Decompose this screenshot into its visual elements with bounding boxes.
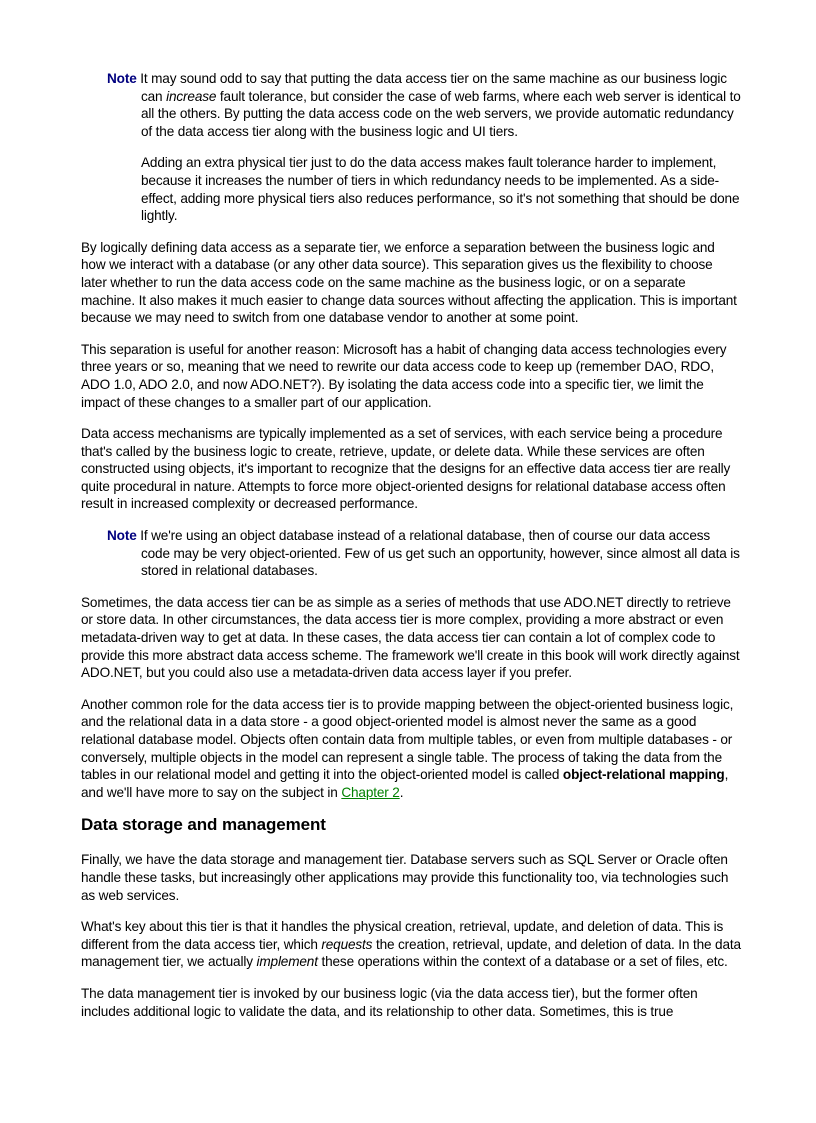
paragraph-key: What's key about this tier is that it handles the physical creation, retrieval, update, and deletion of data. This is different from the data access tier, which requests the creation, retrieval, update, and deletion of data. In the data management tier, we actually implement these operations within the context of a database or a set of files, etc. — [81, 919, 741, 970]
note-object-database — [107, 527, 741, 580]
paragraph-sometimes: Sometimes, the data access tier can be as simple as a series of methods that use ADO.NET directly to retrieve or store data. In other circumstances, the data access tier is more complex, providing a more abstract or even metadata-driven way to get at data. In these cases, the data access tier can contain a lot of complex code to provide this more abstract data access scheme. The framework we'll create in this book will work directly against ADO.NET, but you could also use a metadata-driven data access layer if you prefer. — [81, 594, 740, 681]
paragraph-object-relational-mapping: Another common role for the data access tier is to provide mapping between the object-oriented business logic, and the relational data in a data store - a good object-oriented model is almost never the same as a good relational database model. Objects often contain data from multiple tables, or even from multiple databases - or conversely, multiple objects in the model can represent a single table. The process of taking the data from the tables in our relational model and getting it into the object-oriented model is called object-relational mapping, and we'll have more to say on the subject in Chapter 2. — [81, 696, 734, 800]
note-paragraph: Adding an extra physical tier just to do the data access makes fault tolerance harder to implement, because it increases the number of tiers in which redundancy needs to be implemented. As a side-effect, adding more physical tiers also reduces performance, so it's not something that should be done lightly. — [141, 155, 740, 224]
section-heading: Data storage and management — [81, 815, 326, 835]
note-label: Note — [107, 528, 137, 544]
note-paragraph: Note If we're using an object database instead of a relational database, then of course our data access code may be very object-oriented. Few of us get such an opportunity, however, since almost all data is stored in relational databases. — [107, 528, 740, 579]
paragraph-finally: Finally, we have the data storage and management tier. Database servers such as SQL Server or Oracle often handle these tasks, but increasingly other applications may provide this functionality too, via technologies such as web services. — [81, 852, 729, 903]
paragraph-logical-separation: By logically defining data access as a separate tier, we enforce a separation between the business logic and how we interact with a database (or any other data source). This separation gives us the flexibility to choose later whether to run the data access code on the same machine as the business logic, or on a separate machine. It also makes it much easier to change data sources without affecting the application. This is important because we may need to switch from one database vendor to another at some point. — [81, 239, 737, 326]
note-fault-tolerance — [107, 70, 741, 225]
paragraph-data-access-mechanisms: Data access mechanisms are typically implemented as a set of services, with each service being a procedure that's called by the business logic to create, retrieve, update, or delete data. While these services are often constructed using objects, it's important to recognize that the designs for an effective data access tier are really quite procedural in nature. Attempts to force more object-oriented designs for relational database access often result in increased complexity or decreased performance. — [81, 426, 731, 512]
note-label: Note — [107, 71, 137, 86]
paragraph-invoked: The data management tier is invoked by our business logic (via the data access tier), but the former often includes additional logic to validate the data, and its relationship to other data. Sometimes, this is true — [81, 985, 698, 1019]
paragraph-separation-reason: This separation is useful for another reason: Microsoft has a habit of changing data access technologies every three years or so, meaning that we need to rewrite our data access code to keep up (remember DAO, RDO, ADO 1.0, ADO 2.0, and now ADO.NET?). By isolating the data access code into a specific tier, we limit the impact of these changes to a smaller part of our application. — [81, 341, 727, 410]
chapter-2-link[interactable]: Chapter 2 — [341, 784, 400, 800]
note-paragraph: Note It may sound odd to say that putting the data access tier on the same machine as our business logic can increase fault tolerance, but consider the case of web farms, where each web server is identical to all the others. By putting the data access code on the web servers, we provide automatic redundancy of the data access tier along with the business logic and UI tiers. — [107, 71, 741, 139]
document-page — [81, 70, 741, 1034]
